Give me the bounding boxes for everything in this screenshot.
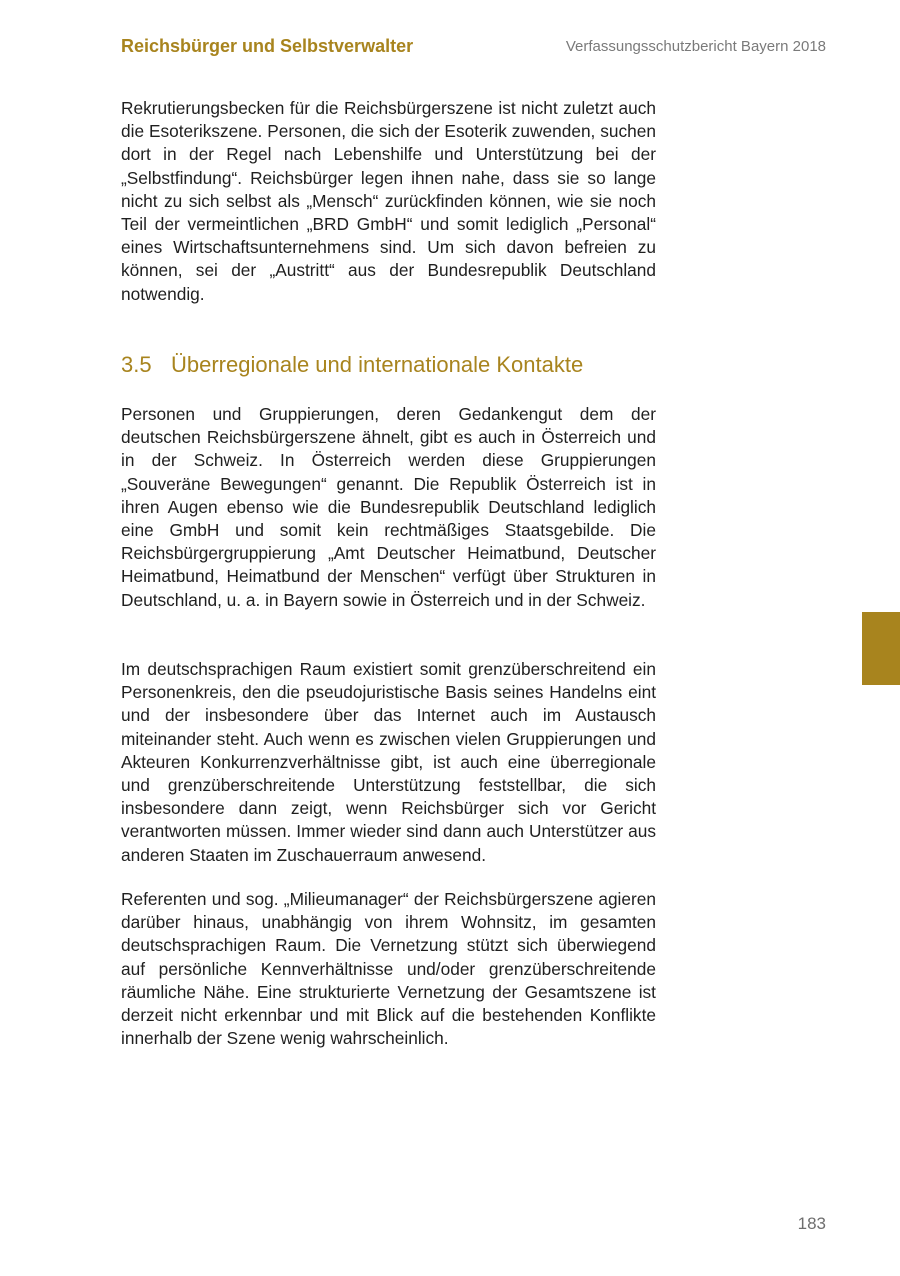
running-head-section-title: Reichsbürger und Selbstverwalter	[121, 36, 414, 56]
paragraph-cross-border: Im deutschsprachigen Raum existiert somit grenzüberschreitend ein Personenkreis, den die pseudojuristische Basis seines Handelns eint und der insbesondere über das Internet auch im Austausch miteinander steht. Auch wenn es zwischen vielen Gruppierungen und Akteuren Konkurrenzverhältnisse gibt, ist auch eine überregionale und grenzüberschreitende Unterstützung feststellbar, die sich insbesondere dann zeigt, wenn Reichsbürger sich vor Gericht verantworten müssen. Immer wieder sind dann auch Unterstützer aus anderen Staaten im Zuschauerraum anwesend.	[121, 659, 656, 865]
running-head-report-title: Verfassungsschutzbericht Bayern 2018	[565, 38, 826, 55]
page-number: 183	[797, 1214, 826, 1233]
paragraph-austria-switzerland: Personen und Gruppierungen, deren Gedankengut dem der deutschen Reichsbürgerszene ähnelt, gibt es auch in Österreich und in der Schweiz. In Österreich werden diese Gruppierungen „Souveräne Bewegungen“ genannt. Die Republik Österreich ist in ihren Augen ebenso wie die Bundesrepublik Deutschland lediglich eine GmbH und somit kein rechtmäßiges Staatsgebilde. Die Reichsbürgergruppierung „Amt Deutscher Heimatbund, Deutscher Heimatbund, Heimatbund der Menschen“ verfügt über Strukturen in Deutschland, u. a. in Bayern sowie in Österreich und in der Schweiz.	[121, 404, 656, 610]
paragraph-networking: Referenten und sog. „Milieumanager“ der Reichsbürgerszene agieren darüber hinaus, unabhängig von ihrem Wohnsitz, im gesamten deutschsprachigen Raum. Die Vernetzung stützt sich überwiegend auf persönliche Kennverhältnisse und/oder grenzüberschreitende räumliche Nähe. Eine strukturierte Vernetzung der Gesamtszene ist derzeit nicht erkennbar und mit Blick auf die bestehenden Konflikte innerhalb der Szene wenig wahrscheinlich.	[121, 889, 656, 1049]
section-heading	[121, 352, 583, 378]
section-number: 3.5	[121, 352, 152, 377]
section-title: Überregionale und internationale Kontakte	[171, 352, 584, 377]
paragraph-intro: Rekrutierungsbecken für die Reichsbürgerszene ist nicht zuletzt auch die Esoterikszene. Personen, die sich der Esoterik zuwenden, suchen dort in der Regel nach Lebenshilfe und Unterstützung bei der „Selbstfindung“. Reichsbürger legen ihnen nahe, dass sie so lange nicht zu sich selbst als „Mensch“ zurückfinden können, wie sie noch Teil der vermeintlichen „BRD GmbH“ und somit lediglich „Personal“ eines Wirtschaftsunternehmens sind. Um sich davon befreien zu können, sei der „Austritt“ aus der Bundesrepublik Deutschland notwendig.	[121, 98, 656, 304]
chapter-tab-marker	[862, 612, 900, 685]
